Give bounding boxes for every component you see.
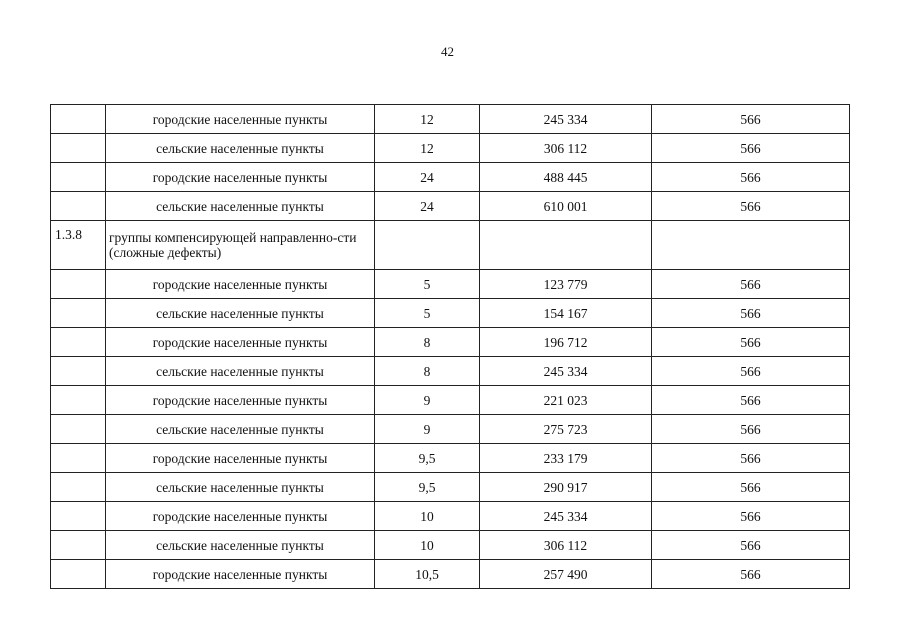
amount-cell: 245 334 <box>480 357 652 386</box>
table-row <box>51 299 850 328</box>
row-number-cell <box>51 192 106 221</box>
row-number-cell <box>51 502 106 531</box>
tariff-table <box>50 104 850 589</box>
amount-cell: 245 334 <box>480 105 652 134</box>
settlement-type-cell: сельские населенные пункты <box>106 357 375 386</box>
amount-cell: 245 334 <box>480 502 652 531</box>
amount-cell: 610 001 <box>480 192 652 221</box>
count-cell: 8 <box>375 357 480 386</box>
row-number-cell <box>51 415 106 444</box>
settlement-type-cell: сельские населенные пункты <box>106 299 375 328</box>
value-cell: 566 <box>652 357 850 386</box>
count-cell: 9 <box>375 415 480 444</box>
amount-cell <box>480 221 652 270</box>
count-cell: 8 <box>375 328 480 357</box>
value-cell: 566 <box>652 386 850 415</box>
row-number-cell <box>51 299 106 328</box>
count-cell: 24 <box>375 192 480 221</box>
value-cell: 566 <box>652 415 850 444</box>
value-cell: 566 <box>652 328 850 357</box>
value-cell: 566 <box>652 473 850 502</box>
table-row <box>51 134 850 163</box>
table-row <box>51 357 850 386</box>
value-cell: 566 <box>652 270 850 299</box>
table-row <box>51 473 850 502</box>
settlement-type-cell: сельские населенные пункты <box>106 415 375 444</box>
settlement-type-cell: городские населенные пункты <box>106 560 375 589</box>
table-row <box>51 531 850 560</box>
settlement-type-cell: городские населенные пункты <box>106 386 375 415</box>
row-number-cell <box>51 444 106 473</box>
row-number-cell <box>51 473 106 502</box>
settlement-type-cell: сельские населенные пункты <box>106 134 375 163</box>
settlement-type-cell: сельские населенные пункты <box>106 531 375 560</box>
value-cell: 566 <box>652 105 850 134</box>
settlement-type-cell: группы компенсирующей направленно-сти (сложные дефекты) <box>106 221 375 270</box>
table-row <box>51 328 850 357</box>
value-cell: 566 <box>652 444 850 473</box>
row-number-cell <box>51 134 106 163</box>
value-cell: 566 <box>652 192 850 221</box>
row-number-cell <box>51 531 106 560</box>
table-row <box>51 386 850 415</box>
value-cell <box>652 221 850 270</box>
row-number-cell <box>51 560 106 589</box>
table-body <box>51 105 850 589</box>
amount-cell: 488 445 <box>480 163 652 192</box>
count-cell: 12 <box>375 105 480 134</box>
row-number-cell <box>51 386 106 415</box>
table-row <box>51 560 850 589</box>
amount-cell: 196 712 <box>480 328 652 357</box>
amount-cell: 154 167 <box>480 299 652 328</box>
settlement-type-cell: сельские населенные пункты <box>106 473 375 502</box>
table-row <box>51 270 850 299</box>
count-cell: 24 <box>375 163 480 192</box>
table-row <box>51 105 850 134</box>
amount-cell: 257 490 <box>480 560 652 589</box>
count-cell: 10,5 <box>375 560 480 589</box>
settlement-type-cell: городские населенные пункты <box>106 270 375 299</box>
settlement-type-cell: городские населенные пункты <box>106 105 375 134</box>
row-number-cell <box>51 163 106 192</box>
amount-cell: 306 112 <box>480 134 652 163</box>
table-row <box>51 444 850 473</box>
count-cell: 5 <box>375 299 480 328</box>
count-cell: 12 <box>375 134 480 163</box>
amount-cell: 290 917 <box>480 473 652 502</box>
page-number: 42 <box>441 44 454 59</box>
row-number-cell <box>51 357 106 386</box>
table-row <box>51 192 850 221</box>
count-cell: 10 <box>375 531 480 560</box>
amount-cell: 233 179 <box>480 444 652 473</box>
value-cell: 566 <box>652 163 850 192</box>
table-row <box>51 502 850 531</box>
table-row <box>51 415 850 444</box>
settlement-type-cell: сельские населенные пункты <box>106 192 375 221</box>
settlement-type-cell: городские населенные пункты <box>106 163 375 192</box>
amount-cell: 123 779 <box>480 270 652 299</box>
count-cell <box>375 221 480 270</box>
value-cell: 566 <box>652 299 850 328</box>
amount-cell: 306 112 <box>480 531 652 560</box>
row-number-cell <box>51 105 106 134</box>
count-cell: 9,5 <box>375 444 480 473</box>
amount-cell: 221 023 <box>480 386 652 415</box>
count-cell: 10 <box>375 502 480 531</box>
table-section-heading-row <box>51 221 850 270</box>
value-cell: 566 <box>652 531 850 560</box>
count-cell: 9,5 <box>375 473 480 502</box>
amount-cell: 275 723 <box>480 415 652 444</box>
row-number-cell <box>51 328 106 357</box>
settlement-type-cell: городские населенные пункты <box>106 328 375 357</box>
row-number-cell <box>51 270 106 299</box>
value-cell: 566 <box>652 560 850 589</box>
row-number-cell: 1.3.8 <box>51 221 106 270</box>
settlement-type-cell: городские населенные пункты <box>106 502 375 531</box>
count-cell: 5 <box>375 270 480 299</box>
count-cell: 9 <box>375 386 480 415</box>
value-cell: 566 <box>652 502 850 531</box>
value-cell: 566 <box>652 134 850 163</box>
table-row <box>51 163 850 192</box>
settlement-type-cell: городские населенные пункты <box>106 444 375 473</box>
